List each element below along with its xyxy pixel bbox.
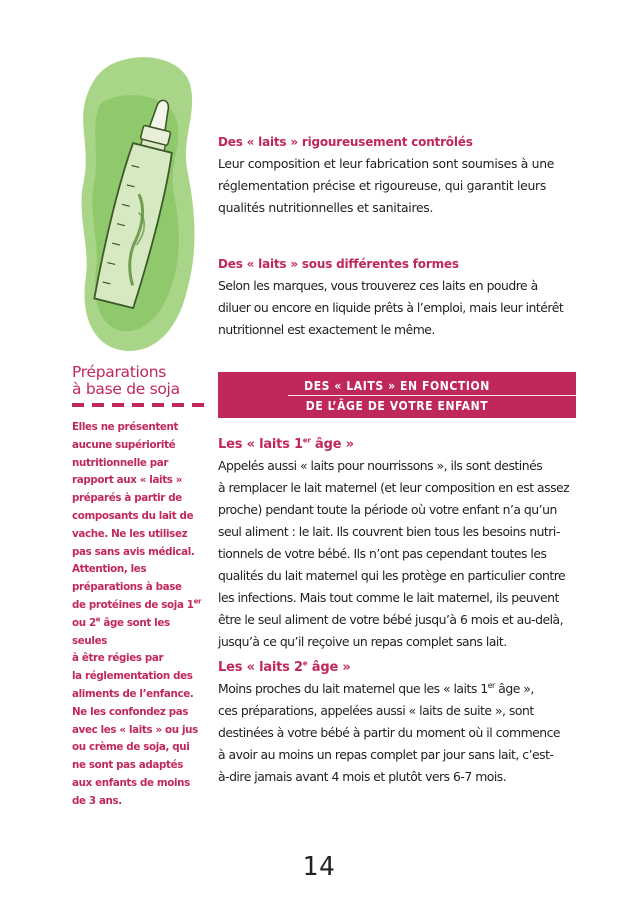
section-body — [218, 455, 578, 653]
sidebar-line: Elles ne présentent — [72, 421, 179, 433]
text-line: être le seul aliment de votre bébé jusqu’à 6 mois et au-delà, — [218, 612, 564, 627]
sidebar-line: de 3 ans. — [72, 794, 122, 807]
superscript: er — [487, 680, 495, 690]
section-title: Des « laits » rigoureusement contrôlés — [218, 135, 473, 149]
sidebar-title-line: Préparations — [72, 363, 167, 381]
dashed-divider — [72, 403, 204, 407]
sidebar-line: aucune supériorité — [72, 438, 176, 451]
sidebar-line: à être régies par — [72, 652, 164, 665]
banner-line: DE L’ÂGE DE VOTRE ENFANT — [305, 399, 489, 413]
text-line: réglementation précise et rigoureuse, qui garantit leurs — [218, 178, 547, 193]
banner-rule — [288, 395, 576, 396]
superscript: er — [302, 436, 311, 445]
sidebar-line: composants du lait de — [72, 509, 194, 522]
section-title — [218, 437, 578, 452]
text-line: qualités nutritionnelles et sanitaires. — [218, 200, 434, 215]
sidebar-line: vache. Ne les utilisez — [72, 527, 188, 540]
text-line: jusqu’à ce qu’il reçoive un repas complet sans lait. — [218, 634, 507, 649]
text-line: à remplacer le lait maternel (et leur composition en est assez — [218, 480, 570, 495]
sidebar-line — [72, 597, 204, 615]
text-line: seul aliment : le lait. Ils couvrent bien tous les besoins nutri- — [218, 524, 560, 539]
text-fragment: ou 2 — [72, 616, 96, 629]
sidebar-line: préparés à partir de — [72, 492, 182, 505]
sidebar-soja — [72, 364, 204, 811]
sidebar-line: ne sont pas adaptés — [72, 759, 183, 772]
sidebar-line: rapport aux « laits » — [72, 474, 183, 487]
section-title: Des « laits » sous différentes formes — [218, 257, 459, 271]
page-number: 14 — [302, 852, 336, 882]
sidebar-line: aliments de l’enfance. — [72, 687, 194, 700]
section-title — [218, 660, 578, 675]
section-banner — [218, 372, 576, 418]
text-fragment: âge » — [307, 660, 351, 675]
text-line: destinées à votre bébé à partir du moment où il commence — [218, 725, 561, 740]
text-line: les infections. Mais tout comme le lait maternel, ils peuvent — [218, 590, 559, 605]
sidebar-line: la réglementation des — [72, 670, 193, 683]
text-line: qualités du lait maternel qui les protège en particulier contre — [218, 568, 566, 583]
sidebar-line: avec les « laits » ou jus — [72, 723, 198, 736]
superscript: e — [95, 615, 101, 624]
section-controles — [218, 134, 578, 219]
text-fragment: âge sont les seules — [72, 616, 170, 647]
text-fragment: Les « laits 1 — [218, 437, 303, 452]
baby-bottle-illustration — [72, 44, 200, 364]
text-fragment: âge », — [494, 681, 534, 696]
sidebar-title — [72, 364, 204, 398]
sidebar-line: Attention, les — [72, 563, 147, 576]
text-line: diluer ou encore en liquide prêts à l’emploi, mais leur intérêt — [218, 300, 564, 315]
text-line: tionnels de votre bébé. Ils n’ont pas cependant toutes les — [218, 546, 547, 561]
sidebar-line: Ne les confondez pas — [72, 705, 189, 718]
text-line: Appelés aussi « laits pour nourrissons », ils sont destinés — [218, 458, 543, 473]
section-premier-age — [218, 437, 578, 653]
sidebar-line: pas sans avis médical. — [72, 545, 195, 558]
sidebar-line: préparations à base — [72, 581, 182, 594]
section-deuxieme-age — [218, 660, 578, 788]
text-fragment: Les « laits 2 — [218, 660, 303, 675]
sidebar-title-line: à base de soja — [72, 380, 180, 398]
sidebar-text — [72, 419, 204, 811]
sidebar-line: ou crème de soja, qui — [72, 741, 190, 754]
section-body — [218, 275, 578, 341]
text-line: à-dire jamais avant 4 mois et plutôt vers 6-7 mois. — [218, 769, 507, 784]
banner-line: DES « LAITS » EN FONCTION — [304, 379, 490, 393]
superscript: e — [302, 659, 308, 668]
text-fragment: âge » — [310, 437, 354, 452]
superscript: er — [193, 597, 202, 606]
sidebar-line: aux enfants de moins — [72, 776, 190, 789]
text-fragment: Moins proches du lait maternel que les « laits 1 — [218, 681, 488, 696]
text-line: ces préparations, appelées aussi « laits de suite », sont — [218, 703, 534, 718]
sidebar-line: nutritionnelle par — [72, 456, 169, 469]
text-line: proche) pendant toute la période où votre enfant n’a qu’un — [218, 502, 557, 517]
text-fragment: de protéines de soja 1 — [72, 598, 194, 611]
section-body — [218, 153, 578, 219]
text-line: nutritionnel est exactement le même. — [218, 322, 435, 337]
text-line: à avoir au moins un repas complet par jour sans lait, c’est- — [218, 747, 554, 762]
section-body — [218, 678, 578, 788]
section-formes — [218, 256, 578, 341]
sidebar-line — [72, 615, 204, 651]
text-line — [218, 678, 578, 700]
text-line: Leur composition et leur fabrication sont soumises à une — [218, 156, 555, 171]
text-line: Selon les marques, vous trouverez ces laits en poudre à — [218, 278, 538, 293]
baby-bottle-icon — [72, 44, 200, 364]
